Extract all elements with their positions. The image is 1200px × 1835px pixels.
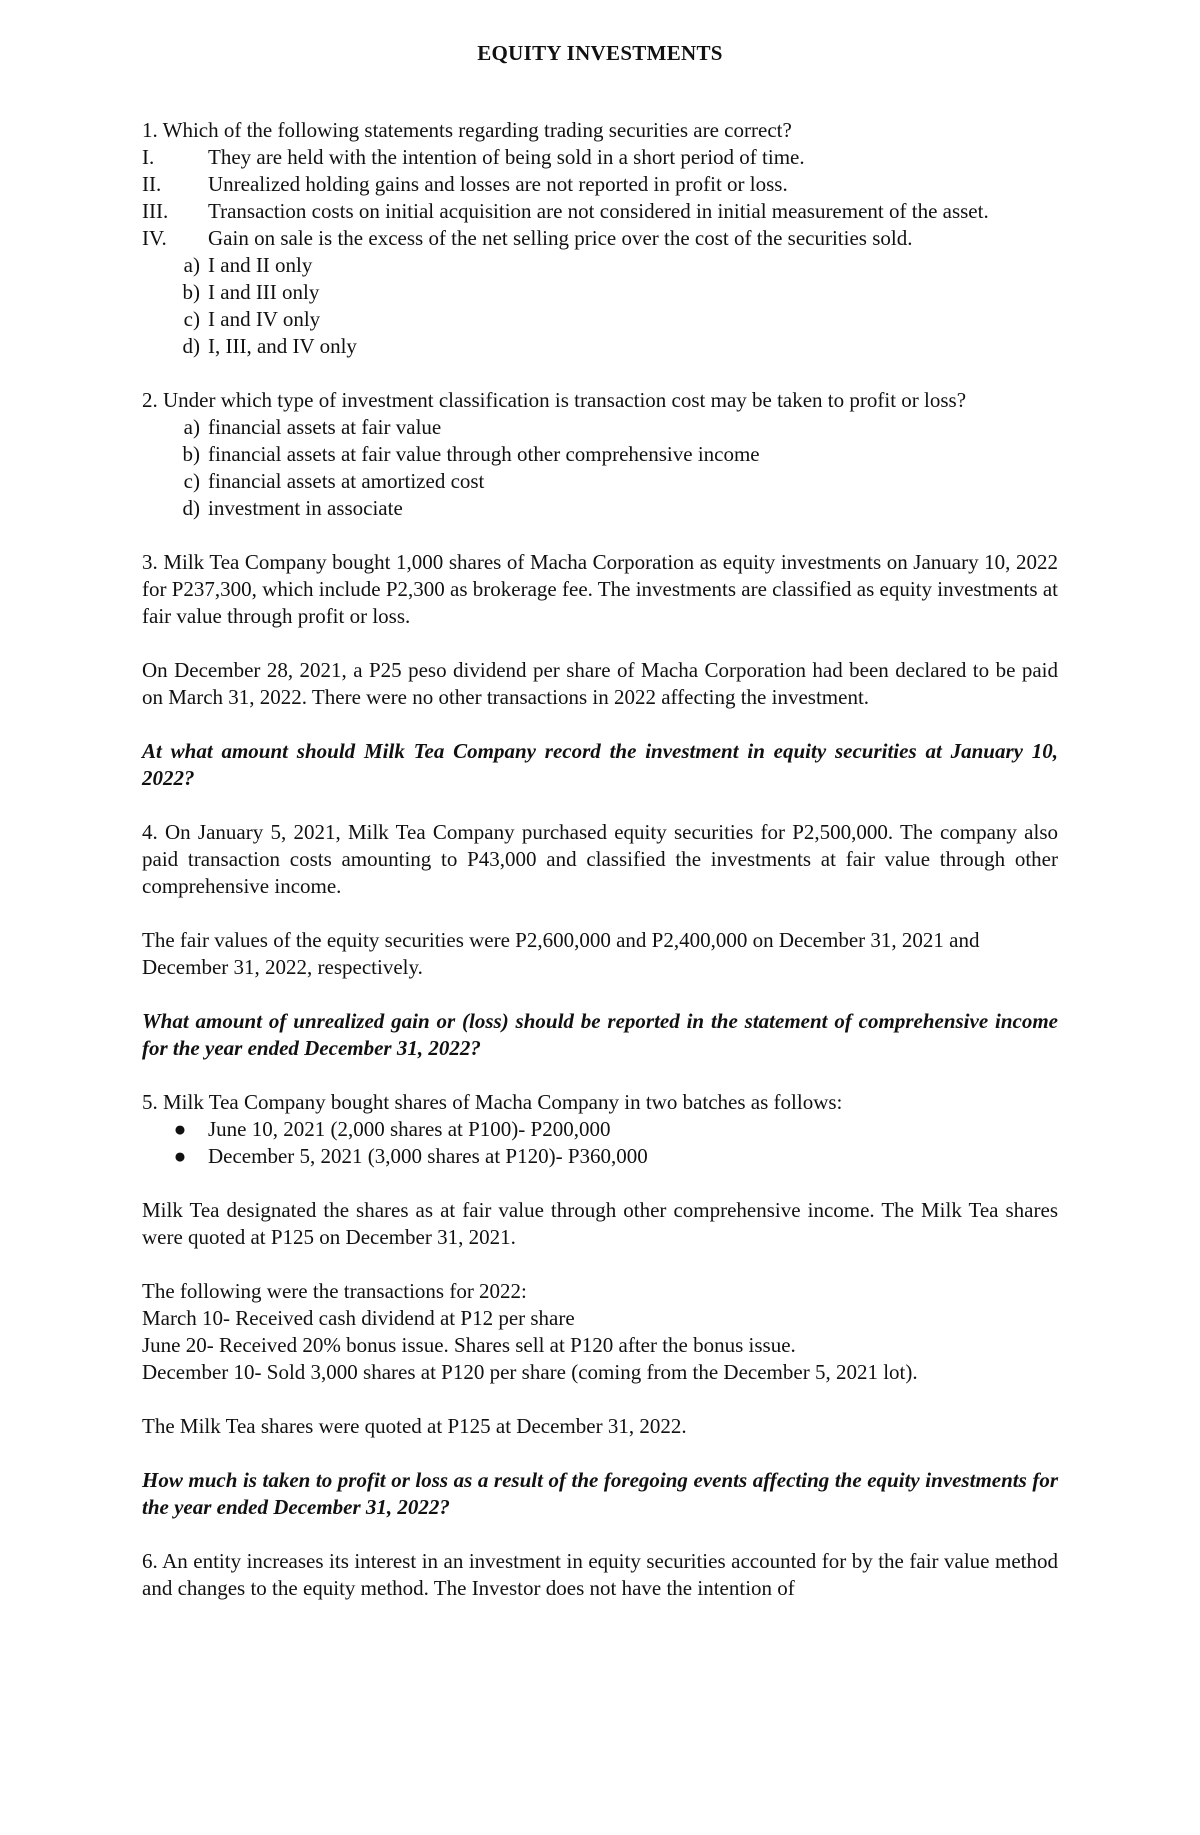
q5-transaction: March 10- Received cash dividend at P12 per share <box>142 1306 575 1330</box>
q4-paragraph: The fair values of the equity securities were P2,600,000 and P2,400,000 on December 31, 2021 and December 31, 2022, respectively. <box>142 928 980 979</box>
choice-text: financial assets at fair value through other comprehensive income <box>208 442 760 466</box>
question-4 <box>142 819 1058 1062</box>
question-3 <box>142 549 1058 792</box>
q5-stem: 5. Milk Tea Company bought shares of Macha Company in two batches as follows: <box>142 1090 843 1114</box>
q1-choice <box>142 333 1058 360</box>
choice-text: investment in associate <box>208 496 403 520</box>
choice-text: I and IV only <box>208 307 321 331</box>
q5-paragraph: Milk Tea designated the shares as at fair value through other comprehensive income. The Milk Tea shares were quoted at P125 on December 31, 2021. <box>142 1198 1058 1249</box>
q5-question: How much is taken to profit or loss as a result of the foregoing events affecting the equity investments for the year ended December 31, 2022? <box>142 1468 1058 1519</box>
document-page <box>142 40 1058 1629</box>
q1-statement-number: II. <box>142 172 162 196</box>
choice-text: I, III, and IV only <box>208 334 357 358</box>
q1-statement-text: Transaction costs on initial acquisition are not considered in initial measurement of the asset. <box>208 199 989 223</box>
q1-choice <box>142 252 1058 279</box>
q3-question: At what amount should Milk Tea Company record the investment in equity securities at January 10, 2022? <box>142 739 1058 790</box>
choice-text: financial assets at fair value <box>208 415 442 439</box>
question-1 <box>142 117 1058 360</box>
q1-statement-number: IV. <box>142 226 167 250</box>
question-2 <box>142 387 1058 522</box>
q3-paragraph: 3. Milk Tea Company bought 1,000 shares of Macha Corporation as equity investments on January 10, 2022 for P237,300, which include P2,300 as brokerage fee. The investments are classified as equity investments at fair value through profit or loss. <box>142 550 1058 628</box>
question-6 <box>142 1548 1058 1602</box>
q1-statement <box>142 198 1058 225</box>
q1-choices <box>142 252 1058 360</box>
choice-label: b) <box>182 280 200 304</box>
q1-statement-number: I. <box>142 145 155 169</box>
bullet-icon: ● <box>173 1117 187 1141</box>
page-title: EQUITY INVESTMENTS <box>477 41 723 65</box>
choice-label: c) <box>183 469 200 493</box>
choice-text: financial assets at amortized cost <box>208 469 485 493</box>
q2-choice <box>142 495 1058 522</box>
q3-paragraph: On December 28, 2021, a P25 peso dividend per share of Macha Corporation had been declared to be paid on March 31, 2022. There were no other transactions in 2022 affecting the investment. <box>142 658 1058 709</box>
choice-label: c) <box>183 307 200 331</box>
q5-transaction: December 10- Sold 3,000 shares at P120 per share (coming from the December 5, 2021 lot). <box>142 1360 918 1384</box>
batch-text: June 10, 2021 (2,000 shares at P100)- P200,000 <box>208 1117 611 1141</box>
q4-question: What amount of unrealized gain or (loss) should be reported in the statement of comprehensive income for the year ended December 31, 2022? <box>142 1009 1058 1060</box>
q2-stem: 2. Under which type of investment classification is transaction cost may be taken to profit or loss? <box>142 388 967 412</box>
choice-text: I and II only <box>208 253 313 277</box>
q4-paragraph: 4. On January 5, 2021, Milk Tea Company purchased equity securities for P2,500,000. The company also paid transaction costs amounting to P43,000 and classified the investments at fair value through other comprehensive income. <box>142 820 1058 898</box>
choice-label: a) <box>183 415 200 439</box>
q1-statement-text: They are held with the intention of being sold in a short period of time. <box>208 145 805 169</box>
q5-batch-item <box>142 1143 1058 1170</box>
batch-text: December 5, 2021 (3,000 shares at P120)- P360,000 <box>208 1144 648 1168</box>
q2-choice <box>142 414 1058 441</box>
q5-transactions-intro: The following were the transactions for 2022: <box>142 1279 527 1303</box>
choice-label: d) <box>182 496 200 520</box>
choice-label: d) <box>182 334 200 358</box>
q1-statement-number: III. <box>142 199 169 223</box>
q1-statement-text: Unrealized holding gains and losses are not reported in profit or loss. <box>208 172 788 196</box>
q1-statement <box>142 225 1058 252</box>
bullet-icon: ● <box>173 1144 187 1168</box>
choice-label: b) <box>182 442 200 466</box>
q1-choice <box>142 279 1058 306</box>
q5-batches <box>142 1116 1058 1170</box>
q5-transaction: June 20- Received 20% bonus issue. Shares sell at P120 after the bonus issue. <box>142 1333 796 1357</box>
q6-paragraph: 6. An entity increases its interest in an investment in equity securities accounted for by the fair value method and changes to the equity method. The Investor does not have the intention of <box>142 1549 1058 1600</box>
question-5 <box>142 1089 1058 1521</box>
q1-choice <box>142 306 1058 333</box>
q2-choice <box>142 468 1058 495</box>
q2-choice <box>142 441 1058 468</box>
q1-statement <box>142 144 1058 171</box>
choice-label: a) <box>183 253 200 277</box>
q1-stem: 1. Which of the following statements regarding trading securities are correct? <box>142 118 792 142</box>
q2-choices <box>142 414 1058 522</box>
q5-paragraph: The Milk Tea shares were quoted at P125 at December 31, 2022. <box>142 1414 687 1438</box>
q1-statement-text: Gain on sale is the excess of the net selling price over the cost of the securities sold. <box>208 226 913 250</box>
q1-statement <box>142 171 1058 198</box>
q5-batch-item <box>142 1116 1058 1143</box>
choice-text: I and III only <box>208 280 320 304</box>
